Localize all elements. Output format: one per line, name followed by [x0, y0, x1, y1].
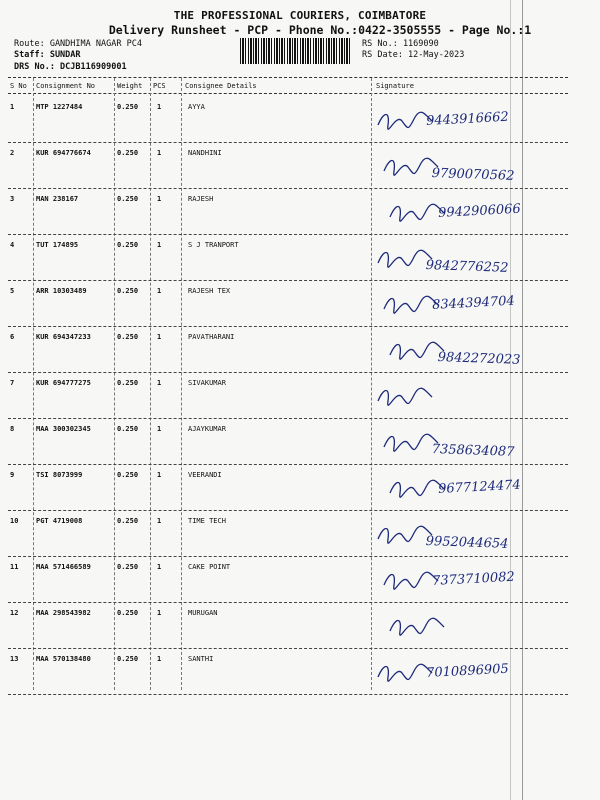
- signature-scribble: [0, 145, 600, 191]
- row-consignee: AJAYKUMAR: [188, 425, 226, 433]
- signature-scribble: [0, 375, 600, 421]
- col-header-signature: Signature: [376, 82, 414, 90]
- row-consignment-number: TSI 8073999: [36, 471, 83, 479]
- row-separator: [8, 418, 568, 419]
- row-consignee: AYYA: [188, 103, 205, 111]
- row-pcs: 1: [157, 655, 162, 663]
- signature-scribble: [0, 513, 600, 559]
- signature-phone-number: 7010896905: [425, 661, 510, 681]
- table-row: [0, 421, 600, 467]
- row-consignment-number: ARR 10303489: [36, 287, 87, 295]
- row-weight: 0.250: [117, 195, 139, 203]
- row-pcs: 1: [157, 333, 162, 341]
- signature-stroke: [390, 480, 444, 497]
- row-consignment-number: MAN 238167: [36, 195, 79, 203]
- signature-stroke: [378, 388, 432, 405]
- row-consignment-number: KUR 694776674: [36, 149, 91, 157]
- row-consignee: RAJESH: [188, 195, 214, 203]
- row-sno: 11: [10, 563, 19, 571]
- row-pcs: 1: [157, 241, 162, 249]
- signature-phone-number: 7373710082: [431, 569, 516, 589]
- row-consignee: CAKE POINT: [188, 563, 231, 571]
- row-consignee: SIVAKUMAR: [188, 379, 226, 387]
- row-separator: [8, 464, 568, 465]
- signature-scribble: [0, 559, 600, 605]
- signature-phone-number: 7358634087: [431, 441, 515, 460]
- staff-label: Staff: SUNDAR: [14, 50, 81, 60]
- row-consignee: RAJESH TEX: [188, 287, 231, 295]
- row-pcs: 1: [157, 517, 162, 525]
- table-row: [0, 513, 600, 559]
- signature-scribble: [0, 237, 600, 283]
- signature-stroke: [384, 572, 438, 589]
- row-sno: 4: [10, 241, 15, 249]
- signature-stroke: [378, 526, 432, 543]
- row-weight: 0.250: [117, 103, 139, 111]
- row-consignment-number: MAA 571466589: [36, 563, 91, 571]
- signature-stroke: [378, 250, 432, 267]
- signature-scribble: [0, 467, 600, 513]
- row-separator: [8, 142, 568, 143]
- row-weight: 0.250: [117, 287, 139, 295]
- row-consignee: NANDHINI: [188, 149, 222, 157]
- table-top-rule: [8, 77, 568, 78]
- col-header-consignment: Consignment No: [36, 82, 96, 90]
- row-consignment-number: MAA 298543982: [36, 609, 91, 617]
- row-weight: 0.250: [117, 517, 139, 525]
- row-separator: [8, 602, 568, 603]
- row-pcs: 1: [157, 609, 162, 617]
- table-row: [0, 651, 600, 697]
- rs-number: RS No.: 1169090: [362, 39, 439, 49]
- signature-scribble: [0, 329, 600, 375]
- row-consignment-number: TUT 174895: [36, 241, 79, 249]
- signature-phone-number: 9842776252: [425, 257, 509, 276]
- row-separator: [8, 556, 568, 557]
- row-consignment-number: MAA 570138480: [36, 655, 91, 663]
- table-row: [0, 283, 600, 329]
- row-weight: 0.250: [117, 149, 139, 157]
- row-weight: 0.250: [117, 379, 139, 387]
- row-weight: 0.250: [117, 563, 139, 571]
- row-weight: 0.250: [117, 333, 139, 341]
- table-row: [0, 559, 600, 605]
- row-consignee: TIME TECH: [188, 517, 226, 525]
- row-sno: 10: [10, 517, 19, 525]
- row-consignment-number: KUR 694347233: [36, 333, 91, 341]
- col-header-consignee: Consignee Details: [185, 82, 257, 90]
- runsheet-title: Delivery Runsheet - PCP - Phone No.:0422-3505555 - Page No.:1: [108, 23, 532, 37]
- row-separator: [8, 234, 568, 235]
- row-pcs: 1: [157, 287, 162, 295]
- row-pcs: 1: [157, 379, 162, 387]
- table-row: [0, 329, 600, 375]
- signature-phone-number: 9952044654: [425, 533, 509, 552]
- row-weight: 0.250: [117, 655, 139, 663]
- col-header-weight: Weight: [117, 82, 143, 90]
- row-consignment-number: MTP 1227484: [36, 103, 83, 111]
- row-weight: 0.250: [117, 241, 139, 249]
- table-row: [0, 191, 600, 237]
- signature-scribble: [0, 605, 600, 651]
- row-pcs: 1: [157, 563, 162, 571]
- row-pcs: 1: [157, 149, 162, 157]
- row-pcs: 1: [157, 425, 162, 433]
- row-separator: [8, 372, 568, 373]
- table-row: [0, 237, 600, 283]
- row-sno: 3: [10, 195, 15, 203]
- row-separator: [8, 510, 568, 511]
- company-title: THE PROFESSIONAL COURIERS, COIMBATORE: [173, 9, 427, 22]
- col-header-sno: S No: [10, 82, 27, 90]
- signature-stroke: [384, 158, 438, 175]
- table-row: [0, 467, 600, 513]
- signature-stroke: [390, 342, 444, 359]
- row-consignee: VEERANDI: [188, 471, 222, 479]
- signature-stroke: [384, 434, 438, 451]
- signature-stroke: [390, 204, 444, 221]
- row-separator: [8, 280, 568, 281]
- row-weight: 0.250: [117, 425, 139, 433]
- table-row: [0, 99, 600, 145]
- signature-phone-number: 9677124474: [437, 477, 522, 497]
- row-consignment-number: MAA 300302345: [36, 425, 91, 433]
- signature-phone-number: 9790070562: [431, 165, 515, 184]
- table-header-rule: [8, 93, 568, 94]
- table-row: [0, 605, 600, 651]
- row-pcs: 1: [157, 471, 162, 479]
- row-separator: [8, 326, 568, 327]
- signature-scribble: [0, 651, 600, 697]
- row-sno: 12: [10, 609, 19, 617]
- barcode: [240, 38, 352, 64]
- row-sno: 2: [10, 149, 15, 157]
- rs-date: RS Date: 12-May-2023: [362, 50, 465, 60]
- row-consignment-number: PGT 4719008: [36, 517, 83, 525]
- row-pcs: 1: [157, 195, 162, 203]
- row-sno: 1: [10, 103, 15, 111]
- row-consignee: PAVATHARANI: [188, 333, 235, 341]
- signature-phone-number: 9842272023: [437, 349, 521, 368]
- signature-phone-number: 8344394704: [431, 293, 516, 313]
- signature-scribble: [0, 99, 600, 145]
- drs-number: DRS No.: DCJB116909001: [14, 62, 127, 72]
- signature-scribble: [0, 191, 600, 237]
- row-weight: 0.250: [117, 471, 139, 479]
- row-weight: 0.250: [117, 609, 139, 617]
- row-separator: [8, 188, 568, 189]
- row-sno: 9: [10, 471, 15, 479]
- signature-scribble: [0, 283, 600, 329]
- signature-stroke: [378, 112, 432, 129]
- row-sno: 13: [10, 655, 19, 663]
- row-separator: [8, 648, 568, 649]
- signature-stroke: [390, 618, 444, 635]
- row-consignment-number: KUR 694777275: [36, 379, 91, 387]
- signature-phone-number: 9942906066: [437, 201, 522, 221]
- table-row: [0, 375, 600, 421]
- row-sno: 7: [10, 379, 15, 387]
- signature-phone-number: 9443916662: [425, 109, 510, 129]
- table-row: [0, 145, 600, 191]
- col-header-pcs: PCS: [153, 82, 166, 90]
- route-label: Route: GANDHIMA NAGAR PC4: [14, 39, 142, 49]
- signature-stroke: [384, 296, 438, 313]
- row-consignee: MURUGAN: [188, 609, 218, 617]
- row-consignee: SANTHI: [188, 655, 214, 663]
- signature-scribble: [0, 421, 600, 467]
- row-pcs: 1: [157, 103, 162, 111]
- row-separator: [8, 694, 568, 695]
- row-sno: 8: [10, 425, 15, 433]
- row-sno: 5: [10, 287, 15, 295]
- signature-stroke: [378, 664, 432, 681]
- row-sno: 6: [10, 333, 15, 341]
- row-consignee: S J TRANPORT: [188, 241, 239, 249]
